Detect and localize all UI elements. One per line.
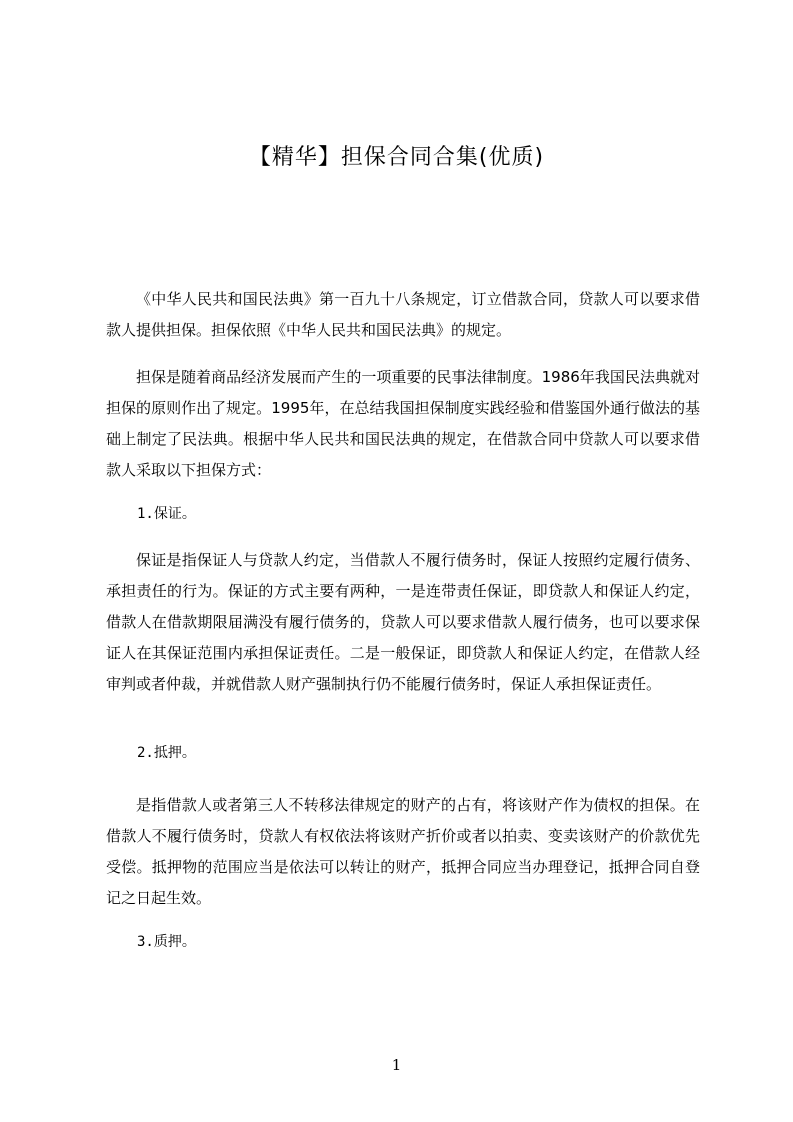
heading-pledge: 3.质押。 — [137, 934, 196, 950]
page-number: 1 — [391, 1056, 402, 1074]
document-title: 【精华】担保合同合集(优质) — [248, 145, 545, 170]
paragraph-guarantee-history: 担保是随着商品经济发展而产生的一项重要的民事法律制度。1986年我国民法典就对担保的原则作出了规定。1995年，在总结我国担保制度实践经验和借鉴国外通行做法的基础上制定了民法典。根据中华人民共和国民法典的规定，在借款合同中贷款人可以要求借款人采取以下担保方式： — [106, 368, 700, 479]
heading-mortgage: 2.抵押。 — [137, 745, 196, 761]
paragraph-guarantee-definition: 保证是指保证人与贷款人约定，当借款人不履行债务时，保证人按照约定履行债务、承担责任的行为。保证的方式主要有两种，一是连带责任保证，即贷款人和保证人约定，借款人在借款期限届满没有履行债务的，贷款人可以要求借款人履行债务，也可以要求保证人在其保证范围内承担保证责任。二是一般保证，即贷款人和保证人约定，在借款人经审判或者仲裁，并就借款人财产强制执行仍不能履行债务时，保证人承担保证责任。 — [106, 551, 700, 693]
paragraph-mortgage-definition: 是指借款人或者第三人不转移法律规定的财产的占有，将该财产作为债权的担保。在借款人不履行债务时，贷款人有权依法将该财产折价或者以拍卖、变卖该财产的价款优先受偿。抵押物的范围应当是依法可以转让的财产，抵押合同应当办理登记，抵押合同自登记之日起生效。 — [106, 796, 700, 907]
heading-guarantee: 1.保证。 — [137, 506, 196, 522]
paragraph-loan-guarantee-intro: 《中华人民共和国民法典》第一百九十八条规定，订立借款合同，贷款人可以要求借款人提供担保。担保依照《中华人民共和国民法典》的规定。 — [106, 290, 700, 339]
